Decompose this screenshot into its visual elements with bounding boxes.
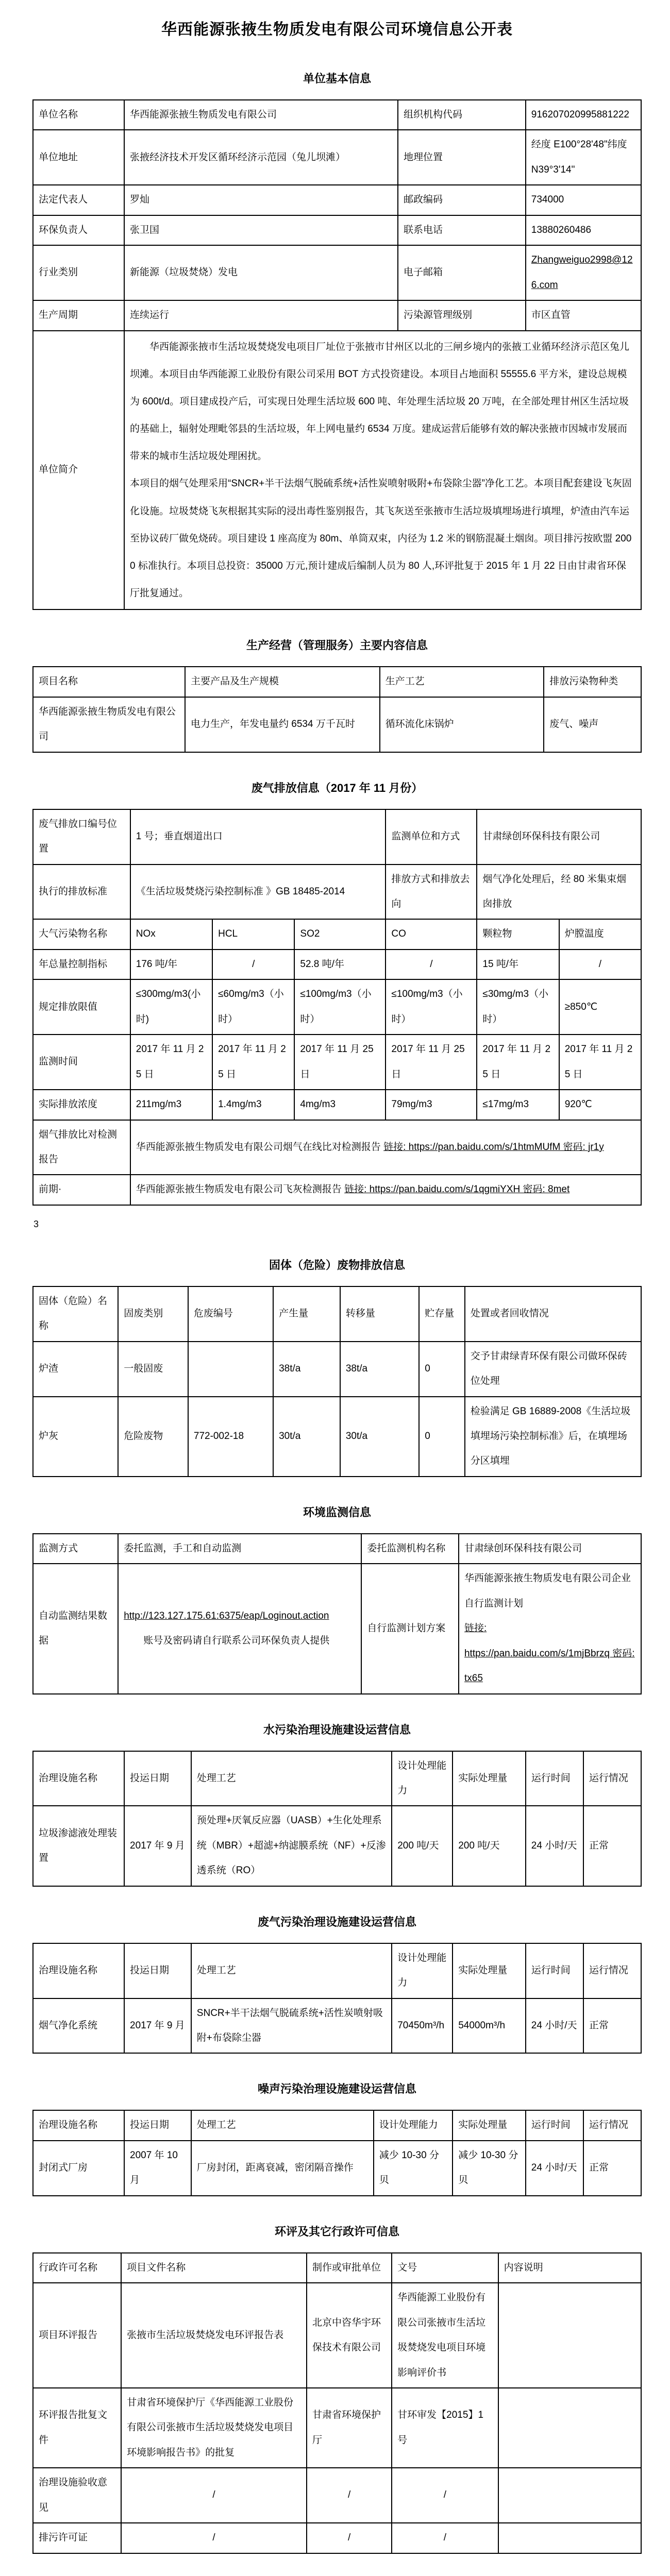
section-heading-basic-info: 单位基本信息 [303, 72, 371, 85]
header-cell: 设计处理能力 [392, 1751, 453, 1806]
value-cell: 70450m³/h [392, 1998, 453, 2054]
value-cell: 烟气净化系统 [33, 1998, 124, 2054]
table-header-row [33, 667, 641, 697]
value-cell: 委托监测，手工和自动监测 [118, 1534, 361, 1564]
value-cell: 治理设施验收意见 [33, 2468, 121, 2523]
value-cell: 甘肃绿创环保科技有限公司 [459, 1534, 641, 1564]
table-row [33, 1534, 641, 1564]
value-cell: 经度 E100°28'48"纬度 N39°3'14" [526, 130, 641, 185]
pollutant-cell: CO [386, 919, 477, 949]
value-cell: 炉灰 [33, 1397, 118, 1477]
value-cell: / [121, 2468, 307, 2523]
plan-cell [459, 1564, 641, 1693]
header-cell: 投运日期 [124, 2110, 191, 2140]
report-text: 华西能源张掖生物质发电有限公司烟气在线比对检测报告 [136, 1141, 381, 1153]
label-cell: 监测方式 [33, 1534, 118, 1564]
basic-info-table [32, 99, 642, 610]
value-cell: ≤60mg/m3（小时） [212, 979, 294, 1035]
section-heading-production: 生产经营（管理服务）主要内容信息 [246, 639, 428, 652]
table-row [33, 2523, 641, 2553]
header-cell: 运行情况 [583, 1943, 641, 1998]
label-cell: 烟气排放比对检测报告 [33, 1120, 130, 1175]
value-cell: ≤100mg/m3（小时） [386, 979, 477, 1035]
header-cell: 排放污染物种类 [544, 667, 641, 697]
report-cell [130, 1120, 641, 1175]
company-intro-cell [124, 331, 641, 610]
table-row [33, 1342, 641, 1397]
table-row [33, 331, 641, 610]
label-cell: 生产周期 [33, 300, 124, 330]
header-cell: 治理设施名称 [33, 1751, 124, 1806]
value-cell: 0 [419, 1397, 465, 1477]
value-cell: 循环流化床锅炉 [380, 697, 544, 752]
header-cell: 实际处理量 [453, 1751, 526, 1806]
production-table [32, 666, 642, 752]
value-cell: 市区直管 [526, 300, 641, 330]
value-cell: 甘环审发【2015】1 号 [392, 2388, 498, 2468]
value-cell: ≤30mg/m3（小时） [477, 979, 559, 1035]
value-cell: 1.4mg/m3 [212, 1090, 294, 1120]
label-cell: 前期· [33, 1175, 130, 1205]
value-cell: 张掖市生活垃圾焚烧发电环评报告表 [121, 2283, 307, 2388]
value-cell: 检验满足 GB 16889-2008《生活垃圾填埋场污染控制标准》后，在填埋场分区填埋 [465, 1397, 641, 1477]
label-cell: 行业类别 [33, 245, 124, 300]
label-cell: 大气污染物名称 [33, 919, 130, 949]
header-cell: 行政许可名称 [33, 2253, 121, 2283]
value-cell: 0 [419, 1342, 465, 1397]
value-cell: 正常 [583, 1806, 641, 1886]
value-cell: 正常 [583, 2141, 641, 2196]
value-cell: 垃圾渗滤液处理装置 [33, 1806, 124, 1886]
header-cell: 运行情况 [583, 1751, 641, 1806]
value-cell: 2017 年 9 月 [124, 1998, 191, 2054]
header-cell: 运行时间 [526, 1751, 583, 1806]
table-row [33, 979, 641, 1035]
plan-link-label[interactable]: 链接: [464, 1623, 487, 1634]
header-cell: 运行时间 [526, 2110, 583, 2140]
value-cell [498, 2468, 641, 2523]
value-cell: 2007 年 10 月 [124, 2141, 191, 2196]
header-cell: 处理工艺 [191, 2110, 374, 2140]
value-cell: ≤100mg/m3（小时） [294, 979, 386, 1035]
label-cell: 废气排放口编号位置 [33, 809, 130, 865]
header-cell: 项目文件名称 [121, 2253, 307, 2283]
report-link[interactable]: 链接: https://pan.baidu.com/s/1qgmiYXH 密码: 8met [344, 1184, 570, 1195]
value-cell [526, 245, 641, 300]
noise-treatment-table [32, 2110, 642, 2196]
header-cell: 处理工艺 [191, 1751, 392, 1806]
label-cell: 排放方式和排放去向 [386, 865, 477, 920]
value-cell: 《生活垃圾焚烧污染控制标准 》GB 18485-2014 [130, 865, 386, 920]
value-cell: / [392, 2468, 498, 2523]
auto-monitor-cell [118, 1564, 361, 1693]
value-cell: 项目环评报告 [33, 2283, 121, 2388]
pollutant-cell: 炉膛温度 [559, 919, 641, 949]
section-heading-permits: 环评及其它行政许可信息 [274, 2225, 399, 2238]
value-cell [188, 1342, 273, 1397]
table-row [33, 2283, 641, 2388]
value-cell: 炉渣 [33, 1342, 118, 1397]
value-cell: 1 号；垂直烟道出口 [130, 809, 386, 865]
value-cell: 环评报告批复文件 [33, 2388, 121, 2468]
table-row [33, 130, 641, 185]
value-cell: 24 小时/天 [526, 1998, 583, 2054]
value-cell: 甘肃绿创环保科技有限公司 [477, 809, 641, 865]
value-cell: 52.8 吨/年 [294, 950, 386, 979]
value-cell: 211mg/m3 [130, 1090, 212, 1120]
value-cell: ≤17mg/m3 [477, 1090, 559, 1120]
value-cell: 200 吨/天 [453, 1806, 526, 1886]
header-cell: 实际处理量 [453, 2110, 526, 2140]
header-cell: 实际处理量 [453, 1943, 526, 1998]
value-cell: 2017 年 11 月 25 日 [559, 1035, 641, 1090]
value-cell: 北京中咨华宇环保技术有限公司 [307, 2283, 392, 2388]
header-cell: 主要产品及生产规模 [185, 667, 380, 697]
value-cell: SNCR+半干法烟气脱硫系统+活性炭喷射吸附+布袋除尘器 [191, 1998, 392, 2054]
value-cell: 30t/a [340, 1397, 419, 1477]
value-cell: 张掖经济技术开发区循环经济示范园（兔儿坝滩） [124, 130, 398, 185]
table-row [33, 1120, 641, 1175]
header-cell: 危废编号 [188, 1286, 273, 1342]
value-cell: 772-002-18 [188, 1397, 273, 1477]
header-cell: 处置或者回收情况 [465, 1286, 641, 1342]
value-cell: 2017 年 11 月 25 日 [130, 1035, 212, 1090]
table-row [33, 1035, 641, 1090]
value-cell: / [386, 950, 477, 979]
intro-paragraph-1: 华西能源张掖市生活垃圾焚烧发电项目厂址位于张掖市甘州区以北的三闸乡境内的张掖工业循环经济示范区兔儿坝滩。本项目由华西能源工业股份有限公司采用 BOT 方式投资建设。本项目占地面积 55555.6 平方米，建设总规模为 600t/d。项目建成投产后，可实现日处理生活垃圾 600 吨、年处理生活垃圾 20 万吨，在全部处理甘州区生活垃圾的基础上，辐射处理毗邻县的生活垃圾，年上网电量约 6534 万度。建成运营后能够有效的解决张掖市因城市发展而带来的城市生活垃圾处理困扰。 [130, 341, 630, 462]
header-cell: 运行情况 [583, 2110, 641, 2140]
value-cell: 200 吨/天 [392, 1806, 453, 1886]
header-cell: 投运日期 [124, 1751, 191, 1806]
auto-monitor-link[interactable]: http://123.127.175.61:6375/eap/Loginout.action [124, 1610, 329, 1621]
header-cell: 项目名称 [33, 667, 185, 697]
table-row [33, 1397, 641, 1477]
header-cell: 制作或审批单位 [307, 2253, 392, 2283]
label-cell: 单位地址 [33, 130, 124, 185]
label-cell: 执行的排放标准 [33, 865, 130, 920]
water-treatment-table [32, 1751, 642, 1887]
label-cell: 委托监测机构名称 [361, 1534, 459, 1564]
table-row [33, 1175, 641, 1205]
page-title: 华西能源张掖生物质发电有限公司环境信息公开表 [161, 21, 513, 38]
table-row [33, 215, 641, 245]
label-cell: 自动监测结果数据 [33, 1564, 118, 1693]
header-cell: 治理设施名称 [33, 1943, 124, 1998]
report-link[interactable]: 链接: https://pan.baidu.com/s/1htmMUfM 密码: jr1y [383, 1141, 604, 1153]
value-cell: 华西能源工业股份有限公司张掖市生活垃圾焚烧发电项目环境影响评价书 [392, 2283, 498, 2388]
value-cell: 新能源（垃圾焚烧）发电 [124, 245, 398, 300]
header-cell: 投运日期 [124, 1943, 191, 1998]
table-row [33, 865, 641, 920]
table-row [33, 1998, 641, 2054]
label-cell: 监测单位和方式 [386, 809, 477, 865]
value-cell: 一般固废 [118, 1342, 188, 1397]
table-header-row [33, 1286, 641, 1342]
header-cell: 生产工艺 [380, 667, 544, 697]
value-cell: ≥850℃ [559, 979, 641, 1035]
page-number: 3 [34, 1218, 39, 1229]
value-cell: 甘肃省环境保护厅《华西能源工业股份有限公司张掖市生活垃圾焚烧发电项目环境影响报告书》的批复 [121, 2388, 307, 2468]
label-cell: 实际排放浓度 [33, 1090, 130, 1120]
value-cell: 2017 年 11 月 25 日 [212, 1035, 294, 1090]
label-cell: 年总量控制指标 [33, 950, 130, 979]
value-cell: / [121, 2523, 307, 2553]
header-cell: 贮存量 [419, 1286, 465, 1342]
value-cell: 920℃ [559, 1090, 641, 1120]
value-cell [498, 2283, 641, 2388]
value-cell: 2017 年 11 月 25 日 [386, 1035, 477, 1090]
label-cell: 邮政编码 [398, 185, 526, 215]
header-cell: 设计处理能力 [392, 1943, 453, 1998]
table-row [33, 2388, 641, 2468]
value-cell: / [212, 950, 294, 979]
label-cell: 监测时间 [33, 1035, 130, 1090]
label-cell: 污染源管理级别 [398, 300, 526, 330]
section-heading-waste-gas: 废气排放信息（2017 年 11 月份） [251, 781, 423, 794]
value-cell: 排污许可证 [33, 2523, 121, 2553]
value-cell: 24 小时/天 [526, 1806, 583, 1886]
value-cell: 危险废物 [118, 1397, 188, 1477]
section-heading-solid-waste: 固体（危险）废物排放信息 [269, 1258, 405, 1272]
table-header-row [33, 2253, 641, 2283]
section-heading-noise-treatment: 噪声污染治理设施建设运营信息 [257, 2082, 416, 2096]
pollutant-cell: 颗粒物 [477, 919, 559, 949]
value-cell: 罗灿 [124, 185, 398, 215]
value-cell: 连续运行 [124, 300, 398, 330]
email-link[interactable]: Zhangweiguo2998@126.com [531, 255, 633, 291]
value-cell: 正常 [583, 1998, 641, 2054]
value-cell: / [307, 2523, 392, 2553]
value-cell: / [307, 2468, 392, 2523]
header-cell: 处理工艺 [191, 1943, 392, 1998]
header-cell: 固体（危险）名称 [33, 1286, 118, 1342]
value-cell: 24 小时/天 [526, 2141, 583, 2196]
value-cell: 30t/a [273, 1397, 340, 1477]
header-cell: 文号 [392, 2253, 498, 2283]
value-cell: 甘肃省环境保护厅 [307, 2388, 392, 2468]
value-cell: 4mg/m3 [294, 1090, 386, 1120]
table-row [33, 1090, 641, 1120]
section-heading-water-treatment: 水污染治理设施建设运营信息 [263, 1723, 411, 1736]
label-cell: 地理位置 [398, 130, 526, 185]
value-cell: / [392, 2523, 498, 2553]
table-row [33, 300, 641, 330]
section-heading-gas-treatment: 废气污染治理设施建设运营信息 [257, 1915, 416, 1928]
value-cell [498, 2388, 641, 2468]
intro-paragraph-2: 本项目的烟气处理采用“SNCR+半干法烟气脱硫系统+活性炭喷射吸附+布袋除尘器”净化工艺。本项目配套建设飞灰固化设施。垃圾焚烧飞灰根据其实际的浸出毒性鉴别报告，其飞灰送至张掖市生活垃圾填埋场进行填埋，炉渣由汽车运至协议砖厂做免烧砖。项目建设 1 座高度为 80m、单筒双束，内径为 1.2 米的钢筋混凝土烟囱。项目排污按欧盟 2000 标准执行。本项目总投资：35000 万元,预计建成后编制人员为 80 人,环评批复于 2015 年 1 月 22 日由甘肃省环保厅批复通过。 [130, 478, 632, 599]
label-cell: 法定代表人 [33, 185, 124, 215]
value-cell: 13880260486 [526, 215, 641, 245]
table-row [33, 245, 641, 300]
value-cell: 38t/a [340, 1342, 419, 1397]
table-row [33, 950, 641, 979]
table-header-row [33, 1751, 641, 1806]
label-cell: 单位简介 [33, 331, 124, 610]
label-cell: 单位名称 [33, 100, 124, 130]
value-cell: 54000m³/h [453, 1998, 526, 2054]
gas-treatment-table [32, 1943, 642, 2054]
value-cell: 15 吨/年 [477, 950, 559, 979]
label-cell: 联系电话 [398, 215, 526, 245]
table-row [33, 100, 641, 130]
header-cell: 产生量 [273, 1286, 340, 1342]
header-cell: 固废类别 [118, 1286, 188, 1342]
table-row [33, 1564, 641, 1693]
report-cell [130, 1175, 641, 1205]
table-row [33, 2141, 641, 2196]
value-cell: 2017 年 9 月 [124, 1806, 191, 1886]
table-row [33, 185, 641, 215]
report-text: 华西能源张掖生物质发电有限公司飞灰检测报告 [136, 1184, 342, 1195]
header-cell: 治理设施名称 [33, 2110, 124, 2140]
value-cell: 废气、噪声 [544, 697, 641, 752]
plan-link[interactable]: https://pan.baidu.com/s/1mjBbrzq 密码: tx65 [464, 1648, 635, 1684]
auto-monitor-note: 账号及密码请自行联系公司环保负责人提供 [143, 1635, 330, 1647]
header-cell: 运行时间 [526, 1943, 583, 1998]
value-cell: 79mg/m3 [386, 1090, 477, 1120]
value-cell: 华西能源张掖生物质发电有限公司 [33, 697, 185, 752]
value-cell: 916207020995881222 [526, 100, 641, 130]
header-cell: 内容说明 [498, 2253, 641, 2283]
value-cell: 华西能源张掖生物质发电有限公司 [124, 100, 398, 130]
table-row [33, 919, 641, 949]
waste-gas-table [32, 809, 642, 1206]
value-cell: 减少 10-30 分贝 [374, 2141, 453, 2196]
value-cell: 734000 [526, 185, 641, 215]
monitoring-table [32, 1533, 642, 1694]
pollutant-cell: NOx [130, 919, 212, 949]
plan-text: 华西能源张掖生物质发电有限公司企业自行监测计划 [464, 1573, 631, 1609]
value-cell: 减少 10-30 分贝 [453, 2141, 526, 2196]
table-row [33, 809, 641, 865]
label-cell: 电子邮箱 [398, 245, 526, 300]
value-cell: 2017 年 11 月 25 日 [294, 1035, 386, 1090]
value-cell: 张卫国 [124, 215, 398, 245]
value-cell: 电力生产，年发电量约 6534 万千瓦时 [185, 697, 380, 752]
value-cell: 176 吨/年 [130, 950, 212, 979]
label-cell: 自行监测计划方案 [361, 1564, 459, 1693]
table-header-row [33, 1943, 641, 1998]
table-row [33, 2468, 641, 2523]
header-cell: 转移量 [340, 1286, 419, 1342]
table-header-row [33, 2110, 641, 2140]
value-cell: / [559, 950, 641, 979]
pollutant-cell: SO2 [294, 919, 386, 949]
table-row [33, 697, 641, 752]
header-cell: 设计处理能力 [374, 2110, 453, 2140]
permits-table [32, 2252, 642, 2554]
value-cell: 2017 年 11 月 25 日 [477, 1035, 559, 1090]
label-cell: 组织机构代码 [398, 100, 526, 130]
value-cell: 烟气净化处理后，经 80 米集束烟囱排放 [477, 865, 641, 920]
value-cell [498, 2523, 641, 2553]
pollutant-cell: HCL [212, 919, 294, 949]
value-cell: ≤300mg/m3(小时) [130, 979, 212, 1035]
section-heading-monitoring: 环境监测信息 [303, 1505, 371, 1519]
label-cell: 规定排放限值 [33, 979, 130, 1035]
value-cell: 预处理+厌氧反应器（UASB）+生化处理系统（MBR）+超滤+纳滤膜系统（NF）+反渗透系统（RO） [191, 1806, 392, 1886]
value-cell: 厂房封闭，距离衰减，密闭隔音操作 [191, 2141, 374, 2196]
value-cell: 交予甘肃绿青环保有限公司做环保砖位处理 [465, 1342, 641, 1397]
solid-waste-table [32, 1286, 642, 1477]
table-row [33, 1806, 641, 1886]
value-cell: 38t/a [273, 1342, 340, 1397]
value-cell: 封闭式厂房 [33, 2141, 124, 2196]
label-cell: 环保负责人 [33, 215, 124, 245]
